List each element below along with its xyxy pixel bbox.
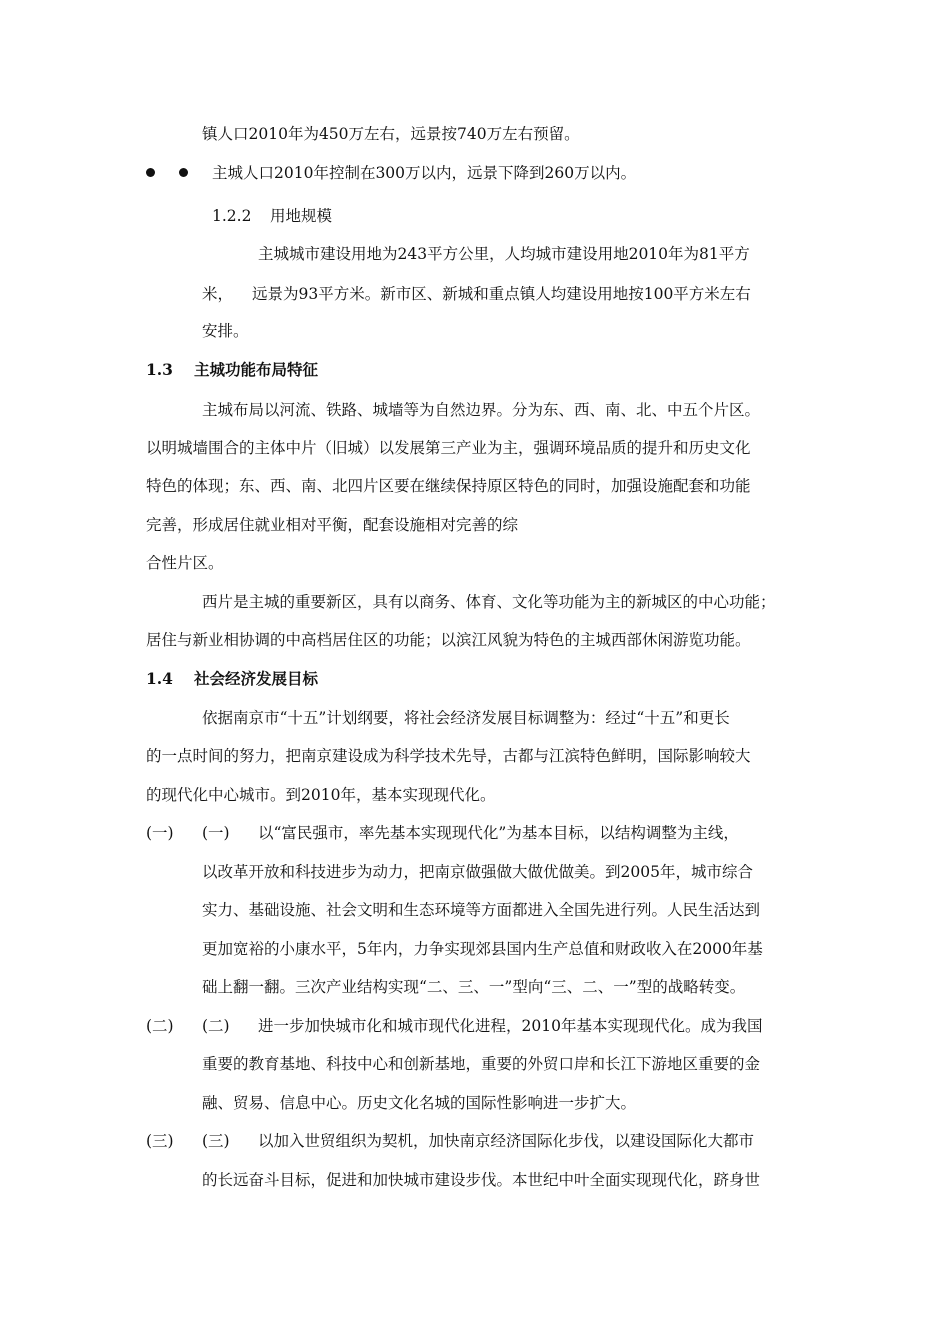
list-item-line: 更加宽裕的小康水平，5年内，力争实现郊县国内生产总值和财政收入在2000年基 (202, 940, 763, 958)
list-item-line: 的长远奋斗目标，促进和加快城市建设步伐。本世纪中叶全面实现现代化，跻身世 (202, 1171, 761, 1189)
bullet-icon (179, 168, 188, 177)
population-text: 镇人口2010年为450万左右，远景按740万左右预留。 (202, 125, 580, 143)
list-item-line: 础上翻一翻。三次产业结构实现“二、三、一”型向“三、二、一”型的战略转变。 (202, 978, 746, 996)
list-item-line: 以改革开放和科技进步为动力，把南京做强做大做优做美。到2005年，城市综合 (202, 863, 753, 881)
paragraph-line: 的一点时间的努力，把南京建设成为科学技术先导，古都与江滨特色鲜明，国际影响较大 (146, 747, 751, 765)
paragraph-line: 安排。 (202, 322, 249, 340)
paragraph-line: 西片是主城的重要新区，具有以商务、体育、文化等功能为主的新城区的中心功能； (202, 593, 776, 611)
list-marker: (一) (146, 824, 174, 842)
list-marker: (二) (146, 1017, 174, 1035)
paragraph-line: 特色的体现；东、西、南、北四片区要在继续保持原区特色的同时，加强设施配套和功能 (146, 477, 751, 495)
list-item-line: 以加入世贸组织为契机，加快南京经济国际化步伐，以建设国际化大都市 (258, 1132, 755, 1150)
list-marker: (一) (202, 824, 230, 842)
section-title: 主城功能布局特征 (194, 360, 319, 379)
subsection-number: 1.2.2 (212, 207, 252, 225)
list-item-line: 实力、基础设施、社会文明和生态环境等方面都进入全国先进行列。人民生活达到 (202, 901, 761, 919)
paragraph-line: 主城布局以河流、铁路、城墙等为自然边界。分为东、西、南、北、中五个片区。 (202, 401, 761, 419)
paragraph-line: 依据南京市“十五”计划纲要，将社会经济发展目标调整为：经过“十五”和更长 (202, 709, 730, 727)
bullet-icon (146, 168, 155, 177)
list-marker: (三) (146, 1132, 174, 1150)
list-item-line: 进一步加快城市化和城市现代化进程，2010年基本实现现代化。成为我国 (258, 1017, 763, 1035)
paragraph-line: 完善，形成居住就业相对平衡，配套设施相对完善的综 (146, 516, 519, 534)
bullet-item-text: 主城人口2010年控制在300万以内，远景下降到260万以内。 (212, 164, 637, 182)
paragraph-line: 合性片区。 (146, 554, 224, 572)
list-item-line: 融、贸易、信息中心。历史文化名城的国际性影响进一步扩大。 (202, 1094, 637, 1112)
paragraph-line: 居住与新业相协调的中高档居住区的功能；以滨江风貌为特色的主城西部休闲游览功能。 (146, 631, 751, 649)
section-title: 社会经济发展目标 (194, 669, 319, 688)
list-item-line: 以“富民强市，率先基本实现现代化”为基本目标，以结构调整为主线， (258, 824, 739, 842)
paragraph-line: 主城城市建设用地为243平方公里，人均城市建设用地2010年为81平方 (258, 245, 750, 263)
list-item-line: 重要的教育基地、科技中心和创新基地，重要的外贸口岸和长江下游地区重要的金 (202, 1055, 761, 1073)
list-marker: (二) (202, 1017, 230, 1035)
paragraph-line: 米， (202, 285, 234, 303)
section-number: 1.4 (146, 669, 173, 688)
paragraph-line: 以明城墙围合的主体中片（旧城）以发展第三产业为主，强调环境品质的提升和历史文化 (146, 439, 751, 457)
paragraph-line: 的现代化中心城市。到2010年，基本实现现代化。 (146, 786, 496, 804)
section-number: 1.3 (146, 360, 173, 379)
list-marker: (三) (202, 1132, 230, 1150)
paragraph-line: 远景为93平方米。新市区、新城和重点镇人均建设用地按100平方米左右 (252, 285, 751, 303)
subsection-title: 用地规模 (270, 207, 333, 225)
